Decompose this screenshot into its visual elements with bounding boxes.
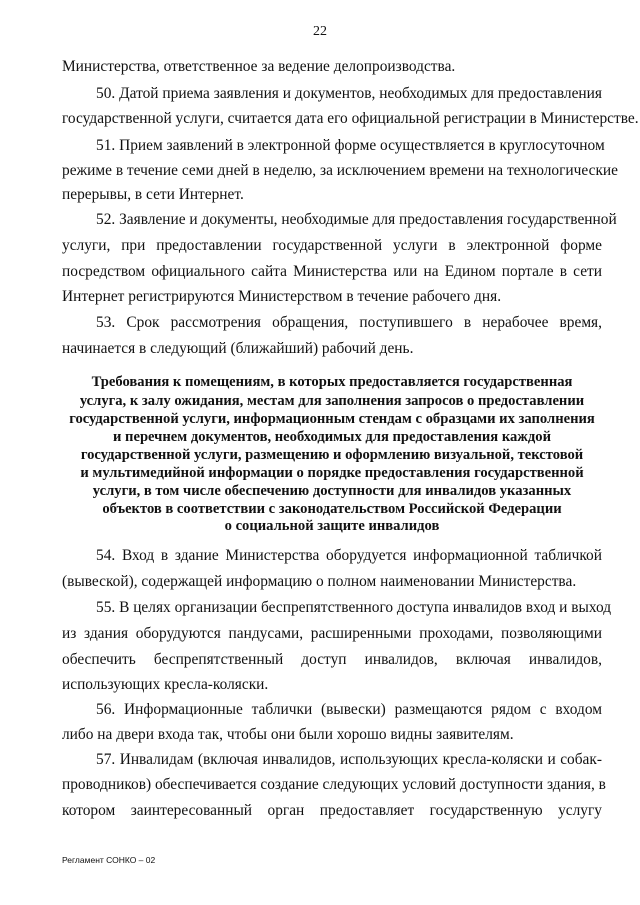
text-line: 54. Вход в здание Министерства оборудуется информационной табличкой xyxy=(96,547,602,564)
heading-line: о социальной защите инвалидов xyxy=(224,518,440,534)
text-line: Интернет регистрируются Министерством в течение рабочего дня. xyxy=(62,288,502,305)
heading-line: услуги, в том числе обеспечению доступности для инвалидов указанных xyxy=(92,483,572,499)
text-line: 56. Информационные таблички (вывески) размещаются рядом с входом xyxy=(96,701,602,718)
text-line: (вывеской), содержащей информацию о полном наименовании Министерства. xyxy=(62,573,577,590)
text-line: посредством официального сайта Министерства или на Едином портале в сети xyxy=(62,263,602,280)
text-line: 53. Срок рассмотрения обращения, поступившего в нерабочее время, xyxy=(96,314,602,331)
text-line: из здания оборудуются пандусами, расширенными проходами, позволяющими xyxy=(62,625,602,642)
text-line: режиме в течение семи дней в неделю, за исключением времени на технологические xyxy=(62,162,618,179)
text-line: начинается в следующий (ближайший) рабочий день. xyxy=(62,340,414,357)
heading-line: государственной услуги, информационным стендам с образцами их заполнения xyxy=(69,411,595,427)
text-line: 55. В целях организации беспрепятственного доступа инвалидов вход и выход xyxy=(96,599,612,616)
heading-line: Требования к помещениям, в которых предоставляется государственная xyxy=(91,374,573,390)
text-line: услуги, при предоставлении государственной услуги в электронной форме xyxy=(62,237,602,254)
text-line: 57. Инвалидам (включая инвалидов, использующих кресла-коляски и собак- xyxy=(96,751,602,768)
text-line: использующих кресла-коляски. xyxy=(62,676,269,693)
text-line: 50. Датой приема заявления и документов, необходимых для предоставления xyxy=(96,85,602,102)
text-line: государственной услуги, считается дата его официальной регистрации в Министерстве. xyxy=(62,110,639,127)
text-line: котором заинтересованный орган предоставляет государственную услугу xyxy=(62,802,602,819)
page-footer: Регламент СОНКО – 02 xyxy=(62,855,156,865)
text-line: перерывы, в сети Интернет. xyxy=(62,186,244,203)
heading-line: объектов в соответствии с законодательством Российской Федерации xyxy=(102,501,562,517)
page-number: 22 xyxy=(313,24,327,39)
text-line: Министерства, ответственное за ведение делопроизводства. xyxy=(62,58,456,75)
text-line: обеспечить беспрепятственный доступ инвалидов, включая инвалидов, xyxy=(62,651,602,668)
text-line: 51. Прием заявлений в электронной форме осуществляется в круглосуточном xyxy=(96,137,605,154)
text-line: либо на двери входа так, чтобы они были хорошо видны заявителям. xyxy=(62,726,514,743)
text-line: 52. Заявление и документы, необходимые для предоставления государственной xyxy=(96,211,617,228)
text-line: проводников) обеспечивается создание следующих условий доступности здания, в xyxy=(62,776,606,793)
heading-line: и мультимедийной информации о порядке предоставления государственной xyxy=(80,465,584,481)
heading-line: государственной услуги, размещению и оформлению визуальной, текстовой xyxy=(80,447,584,463)
heading-line: услуга, к залу ожидания, местам для заполнения запросов о предоставлении xyxy=(79,393,585,409)
heading-line: и перечнем документов, необходимых для предоставления каждой xyxy=(113,429,551,445)
